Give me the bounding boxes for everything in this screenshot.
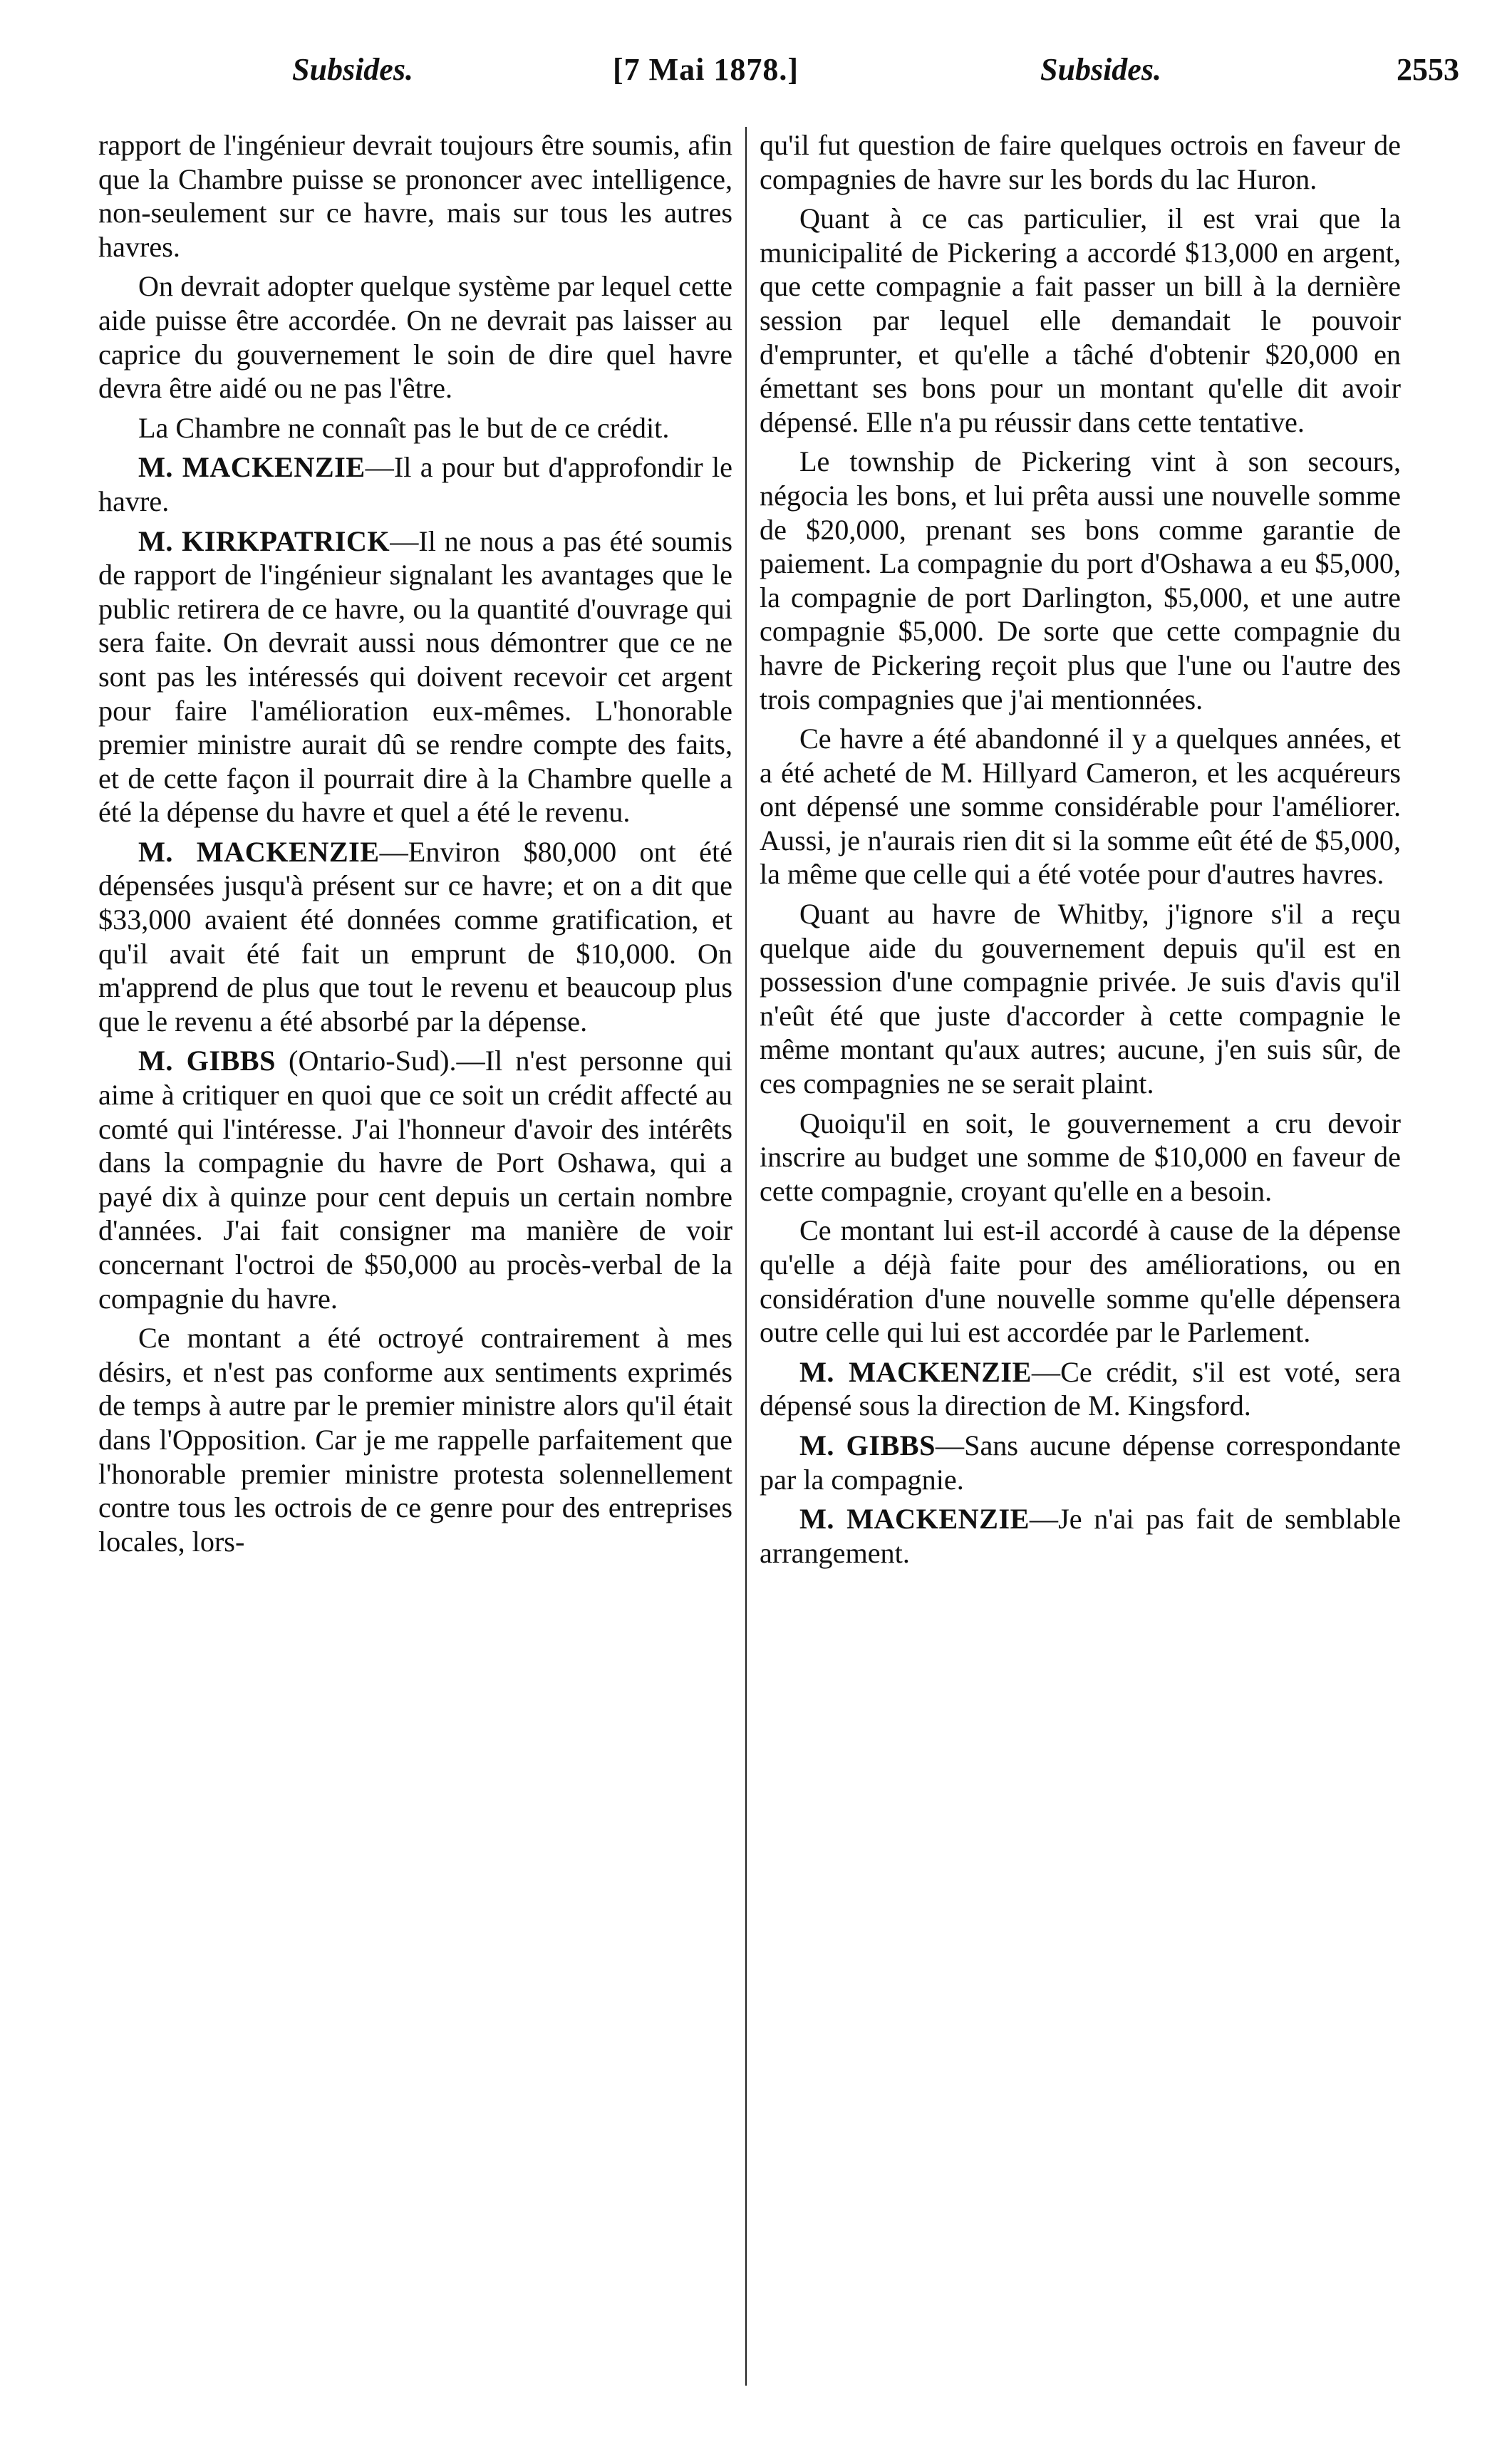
speaker-name: M. MACKENZIE — [138, 451, 366, 484]
speech-paragraph — [98, 450, 732, 518]
header-left-title: Subsides. — [292, 52, 413, 87]
speech-paragraph — [98, 524, 732, 829]
speech-paragraph — [760, 1502, 1401, 1570]
paragraph-text: Le township de Pickering vint à son secours, négocia les bons, et lui prêta aussi une nouvelle somme de $20,000, prenant ses bons comme garantie de paiement. La compagnie du port d'Oshawa a eu $5,000, la compagnie de port Darlington, $5,000, et une autre compagnie $5,000. De sorte que cette compagnie du havre de Pickering reçoit plus que l'une ou l'autre des trois compagnies que j'ai mentionnées. — [760, 445, 1401, 715]
paragraph-text: Quoiqu'il en soit, le gouvernement a cru devoir inscrire au budget une somme de $10,000 en faveur de cette compagnie, croyant qu'elle en a besoin. — [760, 1107, 1401, 1207]
paragraph-text: Ce havre a été abandonné il y a quelques années, et a été acheté de M. Hillyard Cameron, et les acquéreurs ont dépensé une somme considérable pour l'améliorer. Aussi, je n'aurais rien dit si la somme eût été de $5,000, la même que celle qui a été votée pour d'autres havres. — [760, 723, 1401, 891]
paragraph — [98, 269, 732, 405]
paragraph — [760, 1213, 1401, 1349]
paragraph — [760, 1107, 1401, 1208]
paragraph-text: rapport de l'ingénieur devrait toujours être soumis, afin que la Chambre puisse se prononcer avec intelligence, non-seulement sur ce havre, mais sur tous les autres havres. — [98, 129, 732, 263]
speech-text: (Ontario-Sud).—Il n'est personne qui aime à critiquer en quoi que ce soit un crédit affecté au comté qui l'intéresse. J'ai l'honneur d'avoir des intérêts dans la compagnie du havre de Port Oshawa, qui a payé dix à quinze pour cent depuis un certain nombre d'années. J'ai fait consigner ma manière de voir concernant l'octroi de $50,000 au procès-verbal de la compagnie du havre. — [98, 1045, 732, 1315]
paragraph — [760, 897, 1401, 1101]
speech-text: —Il a pour but d'approfondir le havre. — [98, 451, 732, 517]
paragraph-text: qu'il fut question de faire quelques octrois en faveur de compagnies de havre sur les bords du lac Huron. — [760, 129, 1401, 195]
continued-paragraph — [98, 128, 732, 264]
speech-text: —Environ $80,000 ont été dépensées jusqu'à présent sur ce havre; et on a dit que $33,000 avaient été données comme gratification, et qu'il avait été fait un emprunt de $10,000. On m'apprend de plus que tout le revenu et beaucoup plus que le revenu a été absorbé par la dépense. — [98, 835, 732, 1037]
speech-paragraph — [98, 1044, 732, 1315]
speaker-name: M. KIRKPATRICK — [138, 524, 390, 557]
speech-text: —Ce crédit, s'il est voté, sera dépensé sous la direction de M. Kingsford. — [760, 1355, 1401, 1422]
paragraph-text: Quant à ce cas particulier, il est vrai que la municipalité de Pickering a accordé $13,000 en argent, que cette compagnie a fait passer un bill à la dernière session par lequel elle demandait le pouvoir d'emprunter, et qu'elle a tâché d'obtenir $20,000 en émettant ses bons pour un montant qu'elle dit avoir dépensé. Elle n'a pu réussir dans cette tentative. — [760, 202, 1401, 438]
speech-paragraph — [98, 835, 732, 1039]
paragraph — [98, 411, 732, 445]
paragraph-text: Ce montant lui est-il accordé à cause de la dépense qu'elle a déjà faite pour des améliorations, ou en considération d'une nouvelle somme qu'elle dépensera outre celle qui lui est accordée par le Parlement. — [760, 1214, 1401, 1349]
left-column — [98, 128, 732, 1564]
column-divider — [745, 127, 747, 2386]
header-right-title: Subsides. — [1040, 52, 1161, 87]
speech-paragraph — [760, 1429, 1401, 1496]
page-number: 2553 — [1397, 52, 1459, 87]
speech-text: —Il ne nous a pas été soumis de rapport de l'ingénieur signalant les avantages que le public retirera de ce havre, ou la quantité d'ouvrage qui sera faite. On devrait aussi nous démontrer que ce ne sont pas les intéressés qui doivent recevoir cet argent pour faire l'amélioration eux-mêmes. L'honorable premier ministre aurait dû se rendre compte des faits, et de cette façon il pourrait dire à la Chambre quelle a été la dépense du havre et quel a été le revenu. — [98, 524, 732, 829]
paragraph — [760, 202, 1401, 439]
paragraph-text: On devrait adopter quelque système par lequel cette aide puisse être accordée. On ne devrait pas laisser au caprice du gouvernement le soin de dire quel havre devra être aidé ou ne pas l'être. — [98, 270, 732, 405]
speaker-name: M. GIBBS — [138, 1045, 276, 1077]
paragraph — [98, 1321, 732, 1558]
paragraph-text: Quant au havre de Whitby, j'ignore s'il a reçu quelque aide du gouvernement depuis qu'il est en possession d'une compagnie privée. Je suis d'avis qu'il n'eût été que juste d'accorder à cette compagnie le même montant qu'aux autres; aucune, j'en suis sûr, de ces compagnies ne se serait plaint. — [760, 898, 1401, 1100]
header-date: [7 Mai 1878.] — [613, 52, 799, 87]
paragraph — [760, 445, 1401, 716]
paragraph — [760, 722, 1401, 891]
speaker-name: M. MACKENZIE — [799, 1355, 1032, 1388]
speech-text: —Sans aucune dépense correspondante par la compagnie. — [760, 1429, 1401, 1496]
page-header — [100, 51, 1459, 108]
speech-paragraph — [760, 1355, 1401, 1423]
paragraph-text: La Chambre ne connaît pas le but de ce crédit. — [138, 411, 670, 444]
speaker-name: M. GIBBS — [799, 1429, 936, 1461]
paragraph-text: Ce montant a été octroyé contrairement à mes désirs, et n'est pas conforme aux sentiments exprimés de temps à autre par le premier ministre alors qu'il était dans l'Opposition. Car je me rappelle parfaitement que l'honorable premier ministre protesta solennellement contre tous les octrois de ce genre pour des entreprises locales, lors- — [98, 1322, 732, 1558]
speaker-name: M. MACKENZIE — [799, 1503, 1030, 1536]
continued-paragraph — [760, 128, 1401, 196]
right-column — [760, 128, 1401, 1575]
speaker-name: M. MACKENZIE — [138, 835, 380, 868]
speech-text: —Je n'ai pas fait de semblable arrangement. — [760, 1503, 1402, 1569]
